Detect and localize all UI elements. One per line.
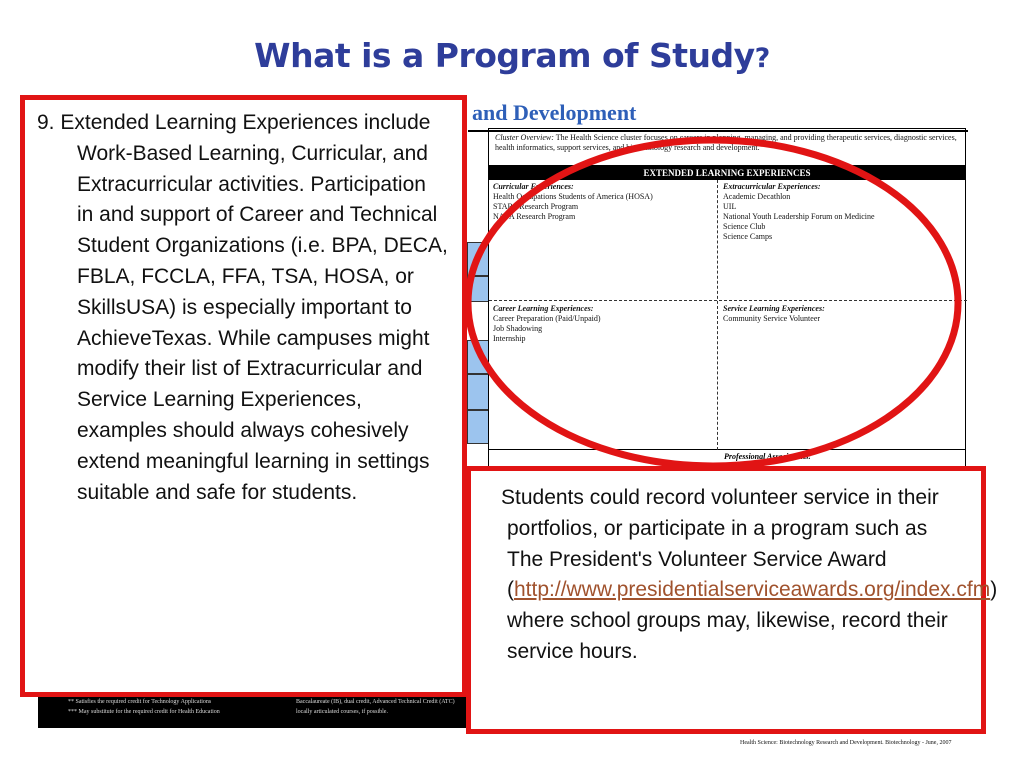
extended-learning-band: EXTENDED LEARNING EXPERIENCES xyxy=(488,166,966,180)
list-item: Science Camps xyxy=(723,232,773,241)
footnote: locally articulated courses, if possible. xyxy=(296,709,388,715)
professional-associations-row: Professional Associations: xyxy=(488,450,966,480)
list-item: Career Preparation (Paid/Unpaid) xyxy=(493,314,601,323)
highlight-ellipse xyxy=(468,140,958,466)
list-item: NASA Research Program xyxy=(493,212,576,221)
list-item: Community Service Volunteer xyxy=(723,314,821,323)
presidential-service-award-link[interactable]: http://www.presidentialserviceawards.org/index.cfm xyxy=(514,578,991,602)
cluster-overview-label: Cluster Overview: xyxy=(495,133,554,142)
list-item: STARS Research Program xyxy=(493,202,579,211)
list-item: National Youth Leadership Forum on Medicine xyxy=(723,212,875,221)
list-item: UIL xyxy=(723,202,737,211)
extended-learning-explanation-box xyxy=(20,95,467,697)
list-item: Academic Decathlon xyxy=(723,192,791,201)
list-item: Health Occupations Students of America (HOSA) xyxy=(493,192,653,201)
list-item: Internship xyxy=(493,334,526,343)
volunteer-service-text: Students could record volunteer service in their portfolios, or participate in a program such as The President's Volunteer Service Award (http://www.presidentialserviceawards.org/index.cfm) where school groups may, likewise, record their service hours. xyxy=(501,486,998,663)
extracurricular-experiences-cell: Extracurricular Experiences: Academic Decathlon UIL National Youth Leadership Forum on Medicine Science Club Science Camps xyxy=(723,182,963,242)
volunteer-service-box xyxy=(466,466,998,734)
list-item: Science Club xyxy=(723,222,766,231)
extended-learning-explanation-text: 9. Extended Learning Experiences include Work-Based Learning, Curricular, and Extracurricular activities. Participation in and support of Career and Technical Student Organizations (i.e. BPA, DECA, FBLA, FCCLA, FFA, TSA, HOSA, or SkillsUSA) is especially important to AchieveTexas. While campuses might modify their list of Extracurricular and Service Learning Experiences, examples should always cohesively extend meaningful learning in settings suitable and safe for students. xyxy=(37,111,448,504)
footnote: Baccalaureate (IB), dual credit, Advanced Technical Credit (ATC) xyxy=(296,699,455,705)
document-header: and Development xyxy=(468,94,968,132)
footnote: *** May substitute for the required credit for Health Education xyxy=(68,709,220,715)
slide-title-text: What is a Program of Study xyxy=(254,36,755,75)
document-credit: Health Science: Biotechnology Research and Development. Biotechnology - June, 2007 xyxy=(740,740,952,746)
curricular-experiences-cell: Curricular Experiences: Health Occupations Students of America (HOSA) STARS Research Program NASA Research Program xyxy=(493,182,713,222)
career-learning-cell: Career Learning Experiences: Career Preparation (Paid/Unpaid) Job Shadowing Internship xyxy=(493,304,713,344)
slide-title-question-mark: ? xyxy=(754,43,770,74)
footnote: ** Satisfies the required credit for Technology Applications xyxy=(68,699,212,705)
cluster-overview-text: The Health Science cluster focuses on careers in planning, managing, and providing therapeutic services, diagnostic services, health informatics, support services, and biotechnology research and development. xyxy=(495,133,957,152)
list-item: Job Shadowing xyxy=(493,324,543,333)
service-learning-cell: Service Learning Experiences: Community Service Volunteer xyxy=(723,304,963,324)
